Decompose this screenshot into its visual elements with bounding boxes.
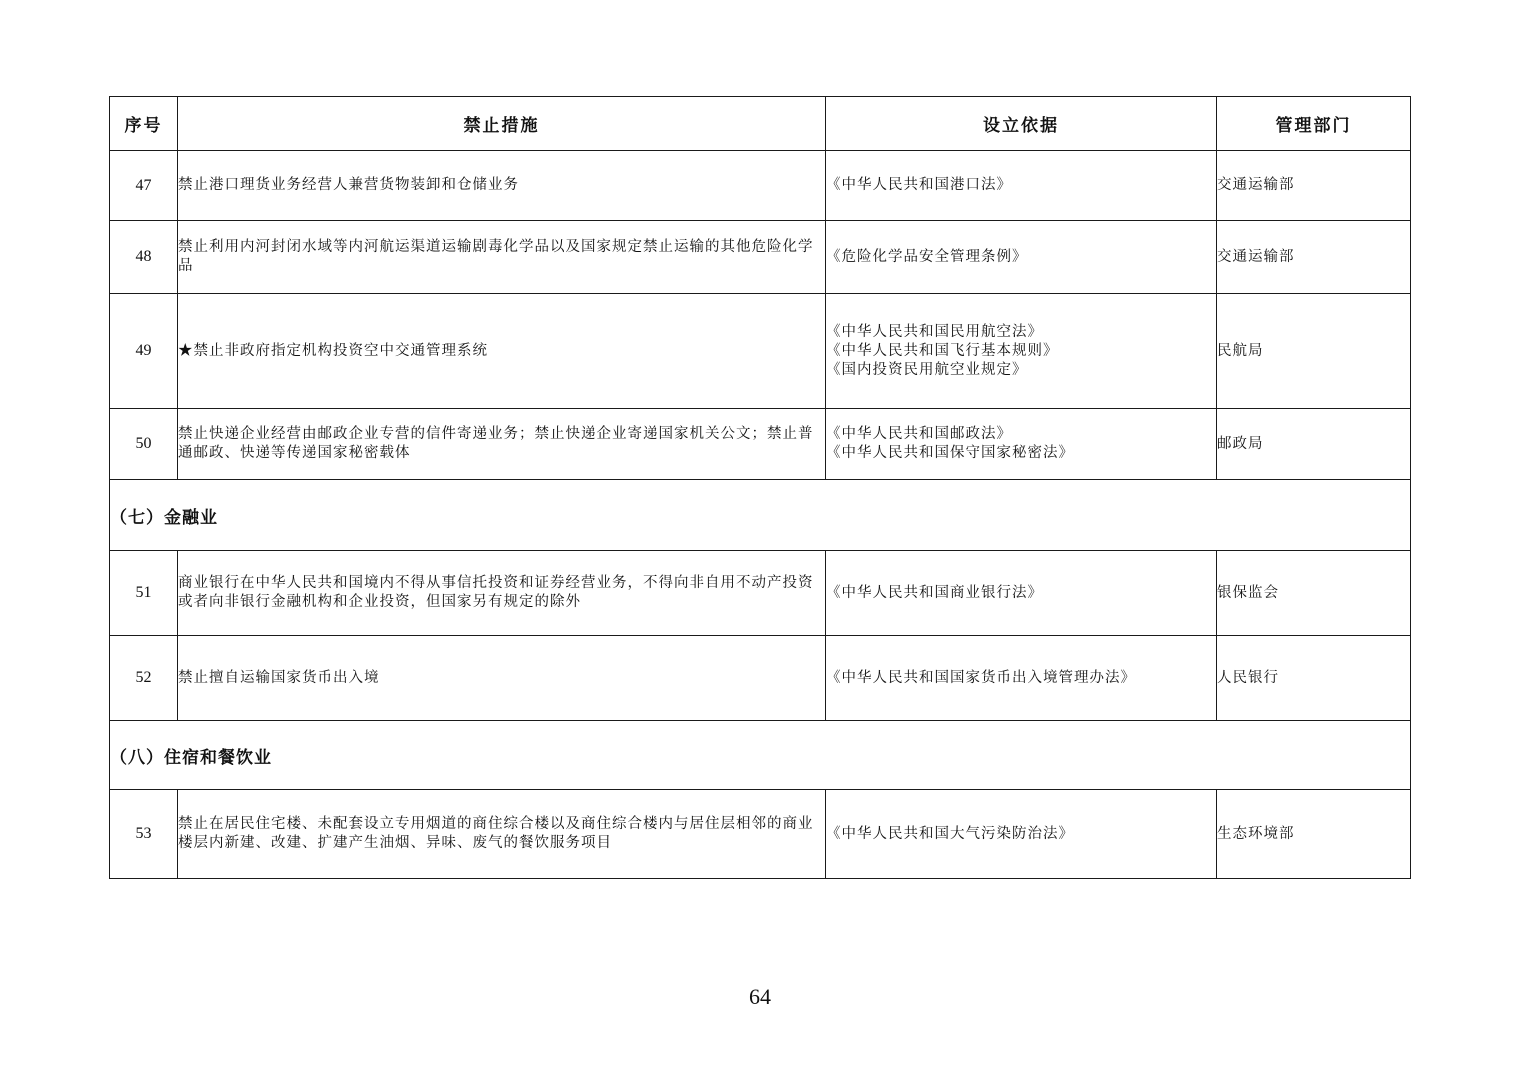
row-number: 47 (110, 151, 178, 221)
section-row (110, 480, 1411, 551)
header-no: 序号 (110, 97, 178, 151)
row-basis (826, 221, 1217, 294)
basis-line: 《中华人民共和国大气污染防治法》 (826, 825, 1074, 842)
table-row (110, 636, 1411, 721)
table-header-row (110, 97, 1411, 151)
prohibition-measures-table (109, 96, 1411, 879)
row-dept: 生态环境部 (1217, 790, 1411, 879)
basis-line: 《中华人民共和国港口法》 (826, 177, 1012, 193)
row-basis (826, 409, 1217, 480)
basis-line: 《中华人民共和国邮政法》 (826, 426, 1012, 442)
table-row (110, 294, 1411, 409)
row-basis (826, 294, 1217, 409)
row-basis (826, 790, 1217, 879)
basis-line: 《中华人民共和国保守国家秘密法》 (826, 445, 1074, 461)
table-row (110, 151, 1411, 221)
row-number: 51 (110, 551, 178, 636)
row-dept: 银保监会 (1217, 551, 1411, 636)
basis-line: 《中华人民共和国民用航空法》 (826, 323, 1043, 340)
table-row (110, 551, 1411, 636)
row-basis (826, 636, 1217, 721)
row-measure: 禁止利用内河封闭水域等内河航运渠道运输剧毒化学品以及国家规定禁止运输的其他危险化学品 (178, 221, 826, 294)
row-number: 48 (110, 221, 178, 294)
row-number: 53 (110, 790, 178, 879)
header-measure: 禁止措施 (178, 97, 826, 151)
row-number: 50 (110, 409, 178, 480)
table-row (110, 409, 1411, 480)
page-number: 64 (749, 984, 771, 1009)
basis-line: 《中华人民共和国商业银行法》 (826, 584, 1043, 601)
row-number: 52 (110, 636, 178, 721)
row-measure: 禁止快递企业经营由邮政企业专营的信件寄递业务；禁止快递企业寄递国家机关公文；禁止普通邮政、快递等传递国家秘密载体 (178, 409, 826, 480)
row-measure: 禁止擅自运输国家货币出入境 (178, 636, 826, 721)
basis-line: 《中华人民共和国国家货币出入境管理办法》 (826, 669, 1136, 686)
row-measure: 禁止港口理货业务经营人兼营货物装卸和仓储业务 (178, 151, 826, 221)
row-dept: 邮政局 (1217, 409, 1411, 480)
row-basis (826, 551, 1217, 636)
table-row (110, 790, 1411, 879)
row-number: 49 (110, 294, 178, 409)
header-basis: 设立依据 (826, 97, 1217, 151)
basis-line: 《危险化学品安全管理条例》 (826, 248, 1028, 265)
row-dept: 交通运输部 (1217, 221, 1411, 294)
row-measure: 商业银行在中华人民共和国境内不得从事信托投资和证券经营业务，不得向非自用不动产投资或者向非银行金融机构和企业投资，但国家另有规定的除外 (178, 551, 826, 636)
row-basis (826, 151, 1217, 221)
section-row (110, 721, 1411, 790)
row-measure: ★禁止非政府指定机构投资空中交通管理系统 (178, 294, 826, 409)
section-heading-accommodation: （八）住宿和餐饮业 (110, 721, 1411, 790)
section-heading-finance: （七）金融业 (110, 480, 1411, 551)
row-dept: 交通运输部 (1217, 151, 1411, 221)
basis-line: 《中华人民共和国飞行基本规则》 (826, 342, 1059, 359)
row-dept: 人民银行 (1217, 636, 1411, 721)
table-row (110, 221, 1411, 294)
row-dept: 民航局 (1217, 294, 1411, 409)
header-dept: 管理部门 (1217, 97, 1411, 151)
basis-line: 《国内投资民用航空业规定》 (826, 361, 1028, 378)
row-measure: 禁止在居民住宅楼、未配套设立专用烟道的商住综合楼以及商住综合楼内与居住层相邻的商业楼层内新建、改建、扩建产生油烟、异味、废气的餐饮服务项目 (178, 790, 826, 879)
